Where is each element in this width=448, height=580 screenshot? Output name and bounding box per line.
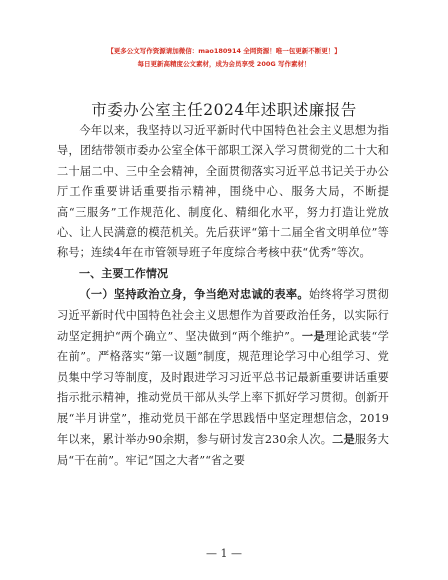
subsection-heading: （一）坚持政治立身，争当绝对忠诚的表率。: [79, 287, 309, 302]
subsection-paragraph-political: [57, 284, 389, 471]
intro-paragraph: 今年以来，我坚持以习近平新时代中国特色社会主义思想为指导，团结带领市委办公室全体干部职工深入学习贯彻党的二十大和二十届二中、三中全会精神，全面贯彻落实习近平总书记关于办公厅工作重要讲话重要指示精神，围绕中心、服务大局，不断提高“三服务”工作规范化、制度化、精细化水平，努力打造让党放心、让人民满意的模范机关。先后获评“第十二届全省文明单位”等称号；连续4年在市管领导班子年度综合考核中获“优秀”等次。: [57, 124, 389, 260]
section-heading-main-work: 一、主要工作情况: [79, 266, 169, 280]
point-marker-second: 二是: [332, 432, 355, 447]
document-body: [57, 121, 389, 471]
promo-banner-line2: 每日更新高精度公文素材，成为会员享受 200G 写作素材！: [137, 60, 311, 68]
page-number: — 1 —: [206, 547, 242, 560]
point-marker-first: 一是: [301, 329, 326, 344]
paragraph-text: 服务大局“干在前”。牢记“国之大者”“省之要: [57, 433, 389, 467]
paragraph-text: 理论武装“学在前”。严格落实“第一议题”制度，规范理论学习中心组学习、党员集中学习等制度，及时跟进学习习近平总书记最新重要讲话重要指示批示精神，推动党员干部从头学上率下抓好学习贯彻。创新开展“半月讲堂”，推动党员干部在学思践悟中坚定理想信念，2019年以来，累计举办90余期，参与研讨发言230余人次。: [57, 330, 389, 447]
paragraph-text: 始终将学习贯彻习近平新时代中国特色社会主义思想作为首要政治任务，以实际行动坚定拥护“两个确立”、坚决做到“两个维护”。: [57, 288, 389, 344]
promo-banner-line1: 【更多公文写作资源请加微信：mao180914 全网资源！唯一包更新不断更！】: [107, 47, 341, 55]
document-title: 市委办公室主任2024年述职述廉报告: [91, 101, 357, 119]
